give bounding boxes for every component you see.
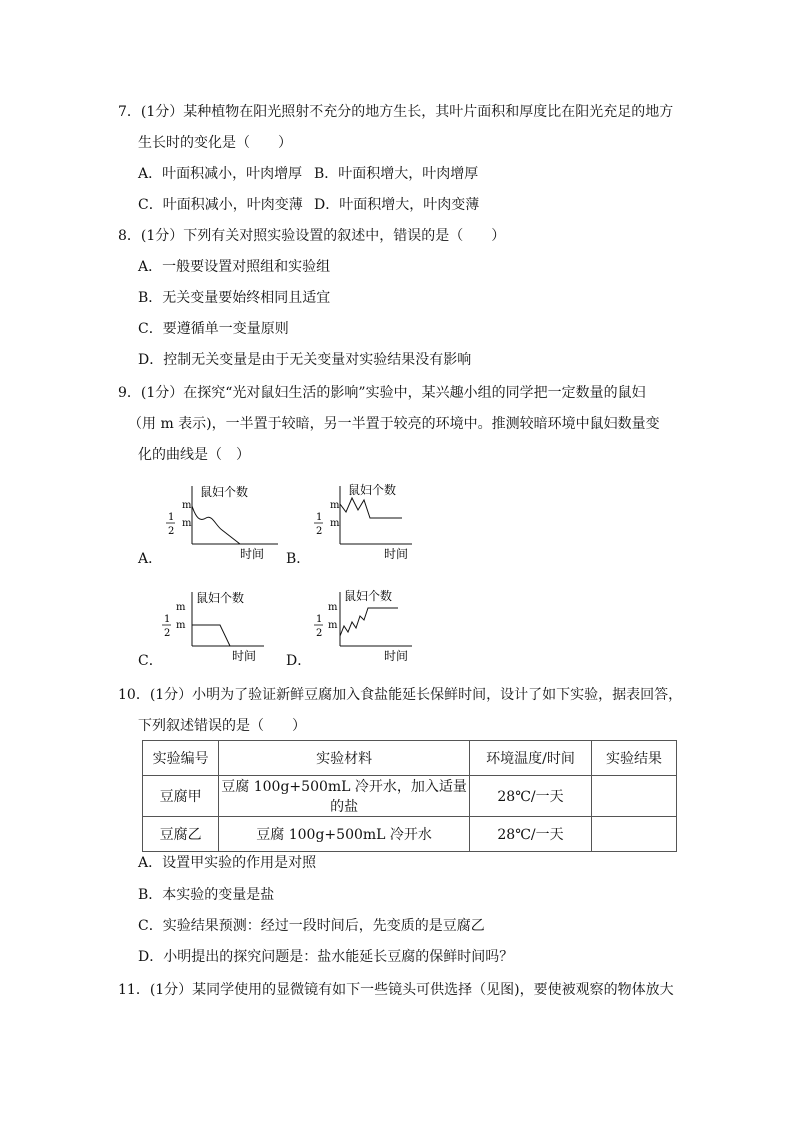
graph-c-curve (192, 625, 230, 646)
table-cell: 豆腐 100g+500mL 冷开水 (219, 817, 470, 852)
graph-a-half-den: 2 (168, 526, 175, 537)
q7-option-b: B．叶面积增大，叶肉增厚 (314, 166, 479, 182)
graph-c (160, 588, 280, 678)
experiment-table (142, 740, 677, 852)
table-cell: 28℃/一天 (470, 817, 592, 852)
graph-c-label: C． (138, 653, 163, 669)
graph-d-half-num: 1 (316, 614, 323, 625)
graph-b-tick-m-half: m (330, 518, 340, 529)
q8-stem: 8．(1分）下列有关对照实验设置的叙述中，错误的是（ ） (118, 228, 506, 244)
q9-stem-line3: 化的曲线是（ ） (138, 447, 250, 463)
graph-b-half-num: 1 (316, 512, 323, 523)
graph-b (308, 478, 428, 568)
graph-c-tick-m-top: m (176, 602, 186, 613)
q7-option-d: D．叶面积增大，叶肉变薄 (314, 197, 480, 213)
q8-option-b: B．无关变量要始终相同且适宜 (138, 290, 331, 306)
graph-a (160, 478, 280, 568)
graph-b-label: B． (286, 551, 311, 567)
q10-stem-line1: 10．(1分）小明为了验证新鲜豆腐加入食盐能延长保鲜时间，设计了如下实验，据表回答， (118, 687, 683, 703)
table-header-cell: 实验结果 (591, 741, 676, 776)
graph-b-curve (340, 498, 402, 518)
table-header-row (143, 741, 677, 776)
graph-c-half-den: 2 (164, 628, 171, 639)
graph-a-xlabel: 时间 (240, 547, 265, 561)
graph-d-curve (340, 608, 398, 636)
table-header-cell: 环境温度/时间 (470, 741, 592, 776)
graph-d-label: D． (286, 653, 312, 669)
q10-stem-line2: 下列叙述错误的是（ ） (138, 718, 306, 734)
graph-d-xlabel: 时间 (384, 649, 409, 663)
graph-a-tick-m-top: m (182, 500, 192, 511)
q10-option-d: D．小明提出的探究问题是：盐水能延长豆腐的保鲜时间吗？ (138, 949, 514, 965)
graph-d-tick-m-top: m (328, 602, 338, 613)
graph-d-ylabel: 鼠妇个数 (344, 589, 393, 603)
graph-a-tick-m-half: m (182, 518, 192, 529)
q7-stem-line2: 生长时的变化是（ ） (138, 135, 292, 151)
q10-option-a: A．设置甲实验的作用是对照 (138, 855, 317, 871)
table-row (143, 817, 677, 852)
q8-option-d: D．控制无关变量是由于无关变量对实验结果没有影响 (138, 352, 472, 368)
q9-stem-line1: 9．(1分）在探究“光对鼠妇生活的影响”实验中，某兴趣小组的同学把一定数量的鼠妇 (118, 385, 646, 401)
q8-option-a: A．一般要设置对照组和实验组 (138, 259, 331, 275)
graph-d (308, 588, 428, 678)
table-header-cell: 实验编号 (143, 741, 219, 776)
graph-c-xlabel: 时间 (232, 649, 257, 663)
table-cell (591, 776, 676, 817)
q8-option-c: C．要遵循单一变量原则 (138, 321, 289, 337)
q10-option-b: B．本实验的变量是盐 (138, 887, 275, 903)
graph-c-half-num: 1 (164, 614, 171, 625)
q7-stem-line1: 7．(1分）某种植物在阳光照射不充分的地方生长，其叶片面积和厚度比在阳光充足的地方 (118, 104, 674, 120)
table-cell: 豆腐 100g+500mL 冷开水，加入适量的盐 (219, 776, 470, 817)
graph-b-ylabel: 鼠妇个数 (348, 483, 397, 497)
table-cell (591, 817, 676, 852)
graph-d-tick-m-half: m (328, 620, 338, 631)
graph-b-xlabel: 时间 (384, 547, 409, 561)
graph-a-curve (192, 506, 240, 544)
table-row (143, 776, 677, 817)
table-cell: 豆腐甲 (143, 776, 219, 817)
graph-c-ylabel: 鼠妇个数 (196, 591, 245, 605)
graph-a-ylabel: 鼠妇个数 (200, 485, 249, 499)
table-cell: 豆腐乙 (143, 817, 219, 852)
q11-stem-line1: 11．(1分）某同学使用的显微镜有如下一些镜头可供选择（见图)，要使被观察的物体放大 (118, 982, 674, 998)
graph-b-half-den: 2 (316, 526, 323, 537)
graph-b-tick-m-top: m (330, 500, 340, 511)
graph-a-label: A． (138, 551, 163, 567)
q10-option-c: C．实验结果预测：经过一段时间后，先变质的是豆腐乙 (138, 918, 485, 934)
table-header-cell: 实验材料 (219, 741, 470, 776)
graph-c-tick-m-half: m (176, 620, 186, 631)
q7-option-a: A．叶面积减小，叶肉增厚 (138, 166, 303, 182)
q7-option-c: C．叶面积减小，叶肉变薄 (138, 197, 303, 213)
table-cell: 28℃/一天 (470, 776, 592, 817)
graph-d-half-den: 2 (316, 628, 323, 639)
graph-a-half-num: 1 (168, 512, 175, 523)
q9-stem-line2: （用 m 表示)，一半置于较暗，另一半置于较亮的环境中。推测较暗环境中鼠妇数量变 (128, 416, 660, 432)
